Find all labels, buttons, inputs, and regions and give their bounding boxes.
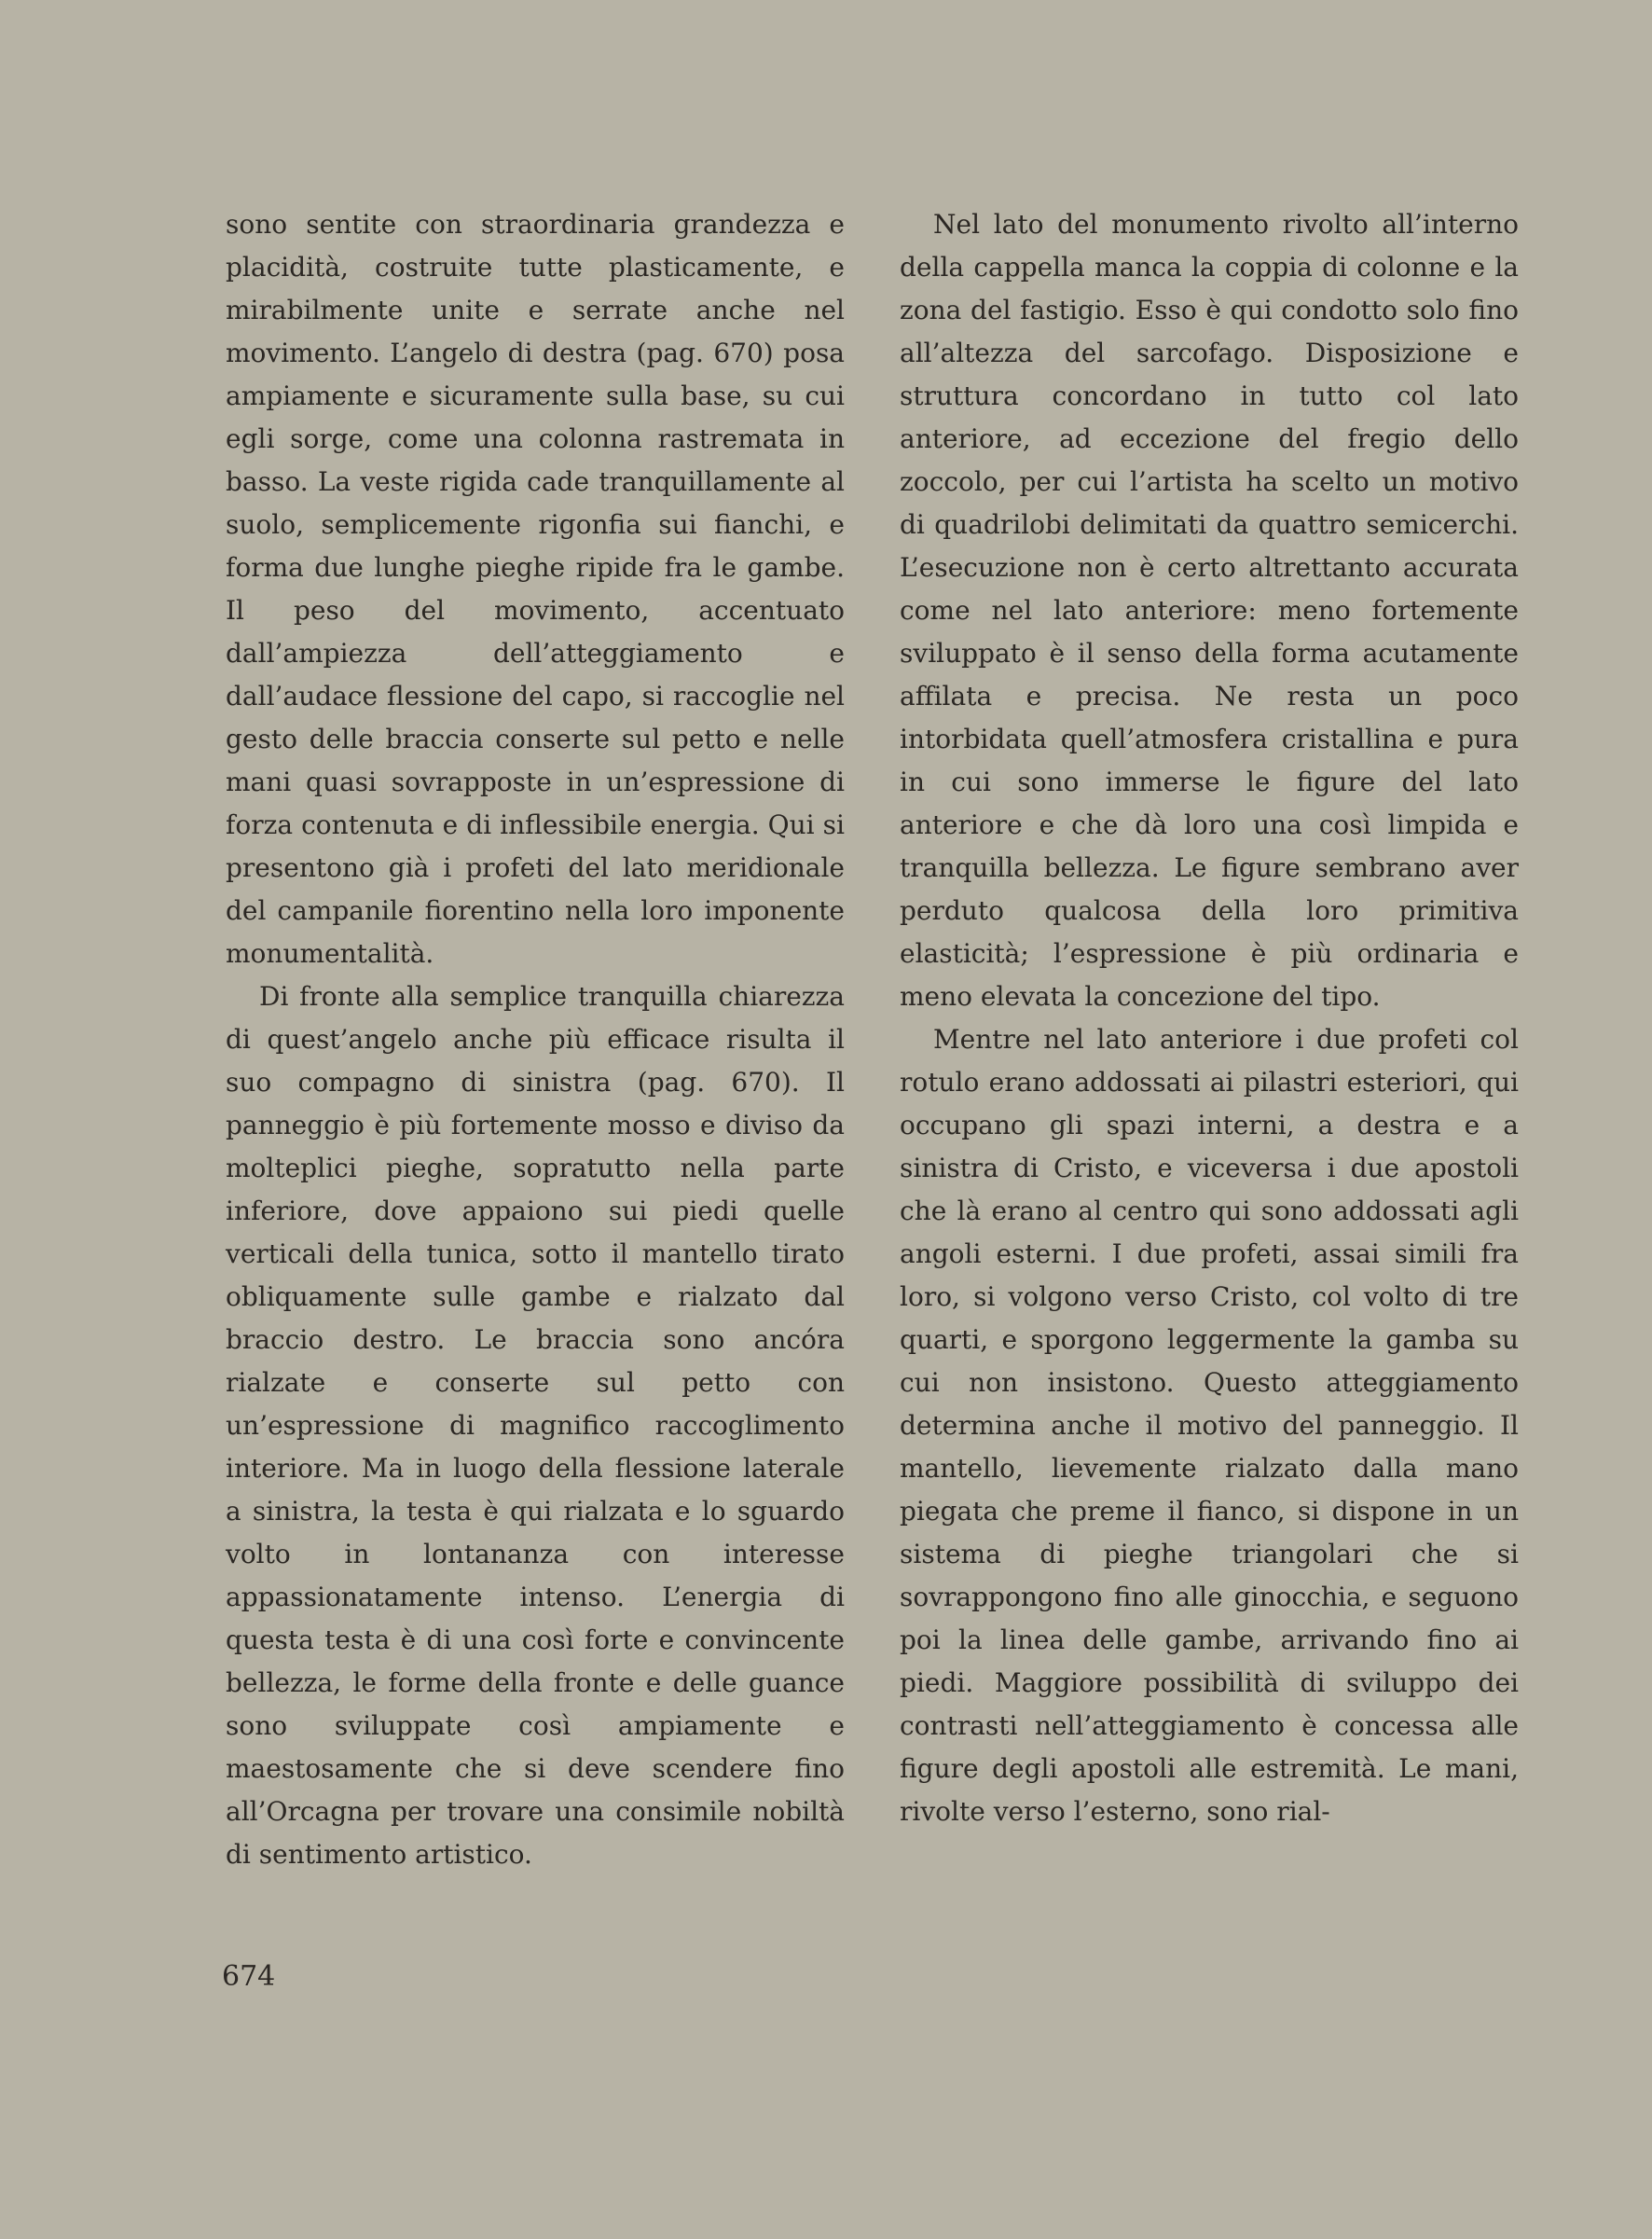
right-paragraph-1: Nel lato del monumento rivolto all’interno della cappella manca la coppia di colonne e la zona del fastigio. Esso è qui condotto solo fino all’altezza del sarcofago. Disposizione e struttura concordano in tutto col lato anteriore, ad eccezione del fregio dello zoccolo, per cui l’artista ha scelto un motivo di quadrilobi delimitati da quattro semicerchi. L’esecuzione non è certo altrettanto accurata come nel lato anteriore: meno fortemente sviluppato è il senso della forma acutamente affilata e precisa. Ne resta un poco intorbidata quell’atmosfera cristallina e pura in cui sono immerse le figure del lato anteriore e che dà loro una così limpida e tranquilla bellezza. Le figure sembrano aver perduto qualcosa della loro primitiva elasticità; l’espressione è più ordinaria e meno elevata la concezione del tipo.	[900, 209, 1519, 1012]
right-paragraph-2: Mentre nel lato anteriore i due profeti col rotulo erano addossati ai pilastri esteriori, qui occupano gli spazi interni, a destra e a sinistra di Cristo, e viceversa i due apostoli che là erano al centro qui sono addossati agli angoli esterni. I due profeti, assai simili fra loro, si volgono verso Cristo, col volto di tre quarti, e sporgono leggermente la gamba su cui non insistono. Questo atteggiamento determina anche il motivo del panneggio. Il mantello, lievemente rialzato dalla mano piegata che preme il fianco, si dispone in un sistema di pieghe triangolari che si sovrappongono fino alle ginocchia, e seguono poi la linea delle gambe, arrivando fino ai piedi. Maggiore possibilità di sviluppo dei contrasti nell’atteggiamento è concessa alle figure degli apostoli alle estremità. Le mani, rivolte verso l’esterno, sono rial-	[900, 1024, 1519, 1827]
left-text-column	[226, 203, 845, 1876]
page-number: 674	[222, 1960, 276, 1993]
right-text-column	[900, 203, 1519, 1833]
left-paragraph-2: Di fronte alla semplice tranquilla chiarezza di quest’angelo anche più efficace risulta il suo compagno di sinistra (pag. 670). Il panneggio è più fortemente mosso e diviso da molteplici pieghe, sopratutto nella parte inferiore, dove appaiono sui piedi quelle verticali della tunica, sotto il mantello tirato obliquamente sulle gambe e rialzato dal braccio destro. Le braccia sono ancóra rialzate e conserte sul petto con un’espressione di magnifico raccoglimento interiore. Ma in luogo della flessione laterale a sinistra, la testa è qui rialzata e lo sguardo volto in lontananza con interesse appassionatamente intenso. L’energia di questa testa è di una così forte e convincente bellezza, le forme della fronte e delle guance sono sviluppate così ampiamente e maestosamente che si deve scendere fino all’Orcagna per trovare una consimile nobiltà di sentimento artistico.	[226, 981, 845, 1870]
left-paragraph-1: sono sentite con straordinaria grandezza e placidità, costruite tutte plasticamente, e mirabilmente unite e serrate anche nel movimento. L’angelo di destra (pag. 670) posa ampiamente e sicuramente sulla base, su cui egli sorge, come una colonna rastremata in basso. La veste rigida cade tranquillamente al suolo, semplicemente rigonfia sui fianchi, e forma due lunghe pieghe ripide fra le gambe. Il peso del movimento, accentuato dall’ampiezza dell’atteggiamento e dall’audace flessione del capo, si raccoglie nel gesto delle braccia conserte sul petto e nelle mani quasi sovrapposte in un’espressione di forza contenuta e di inflessibile energia. Qui si presentono già i profeti del lato meridionale del campanile fiorentino nella loro imponente monumentalità.	[226, 209, 845, 969]
